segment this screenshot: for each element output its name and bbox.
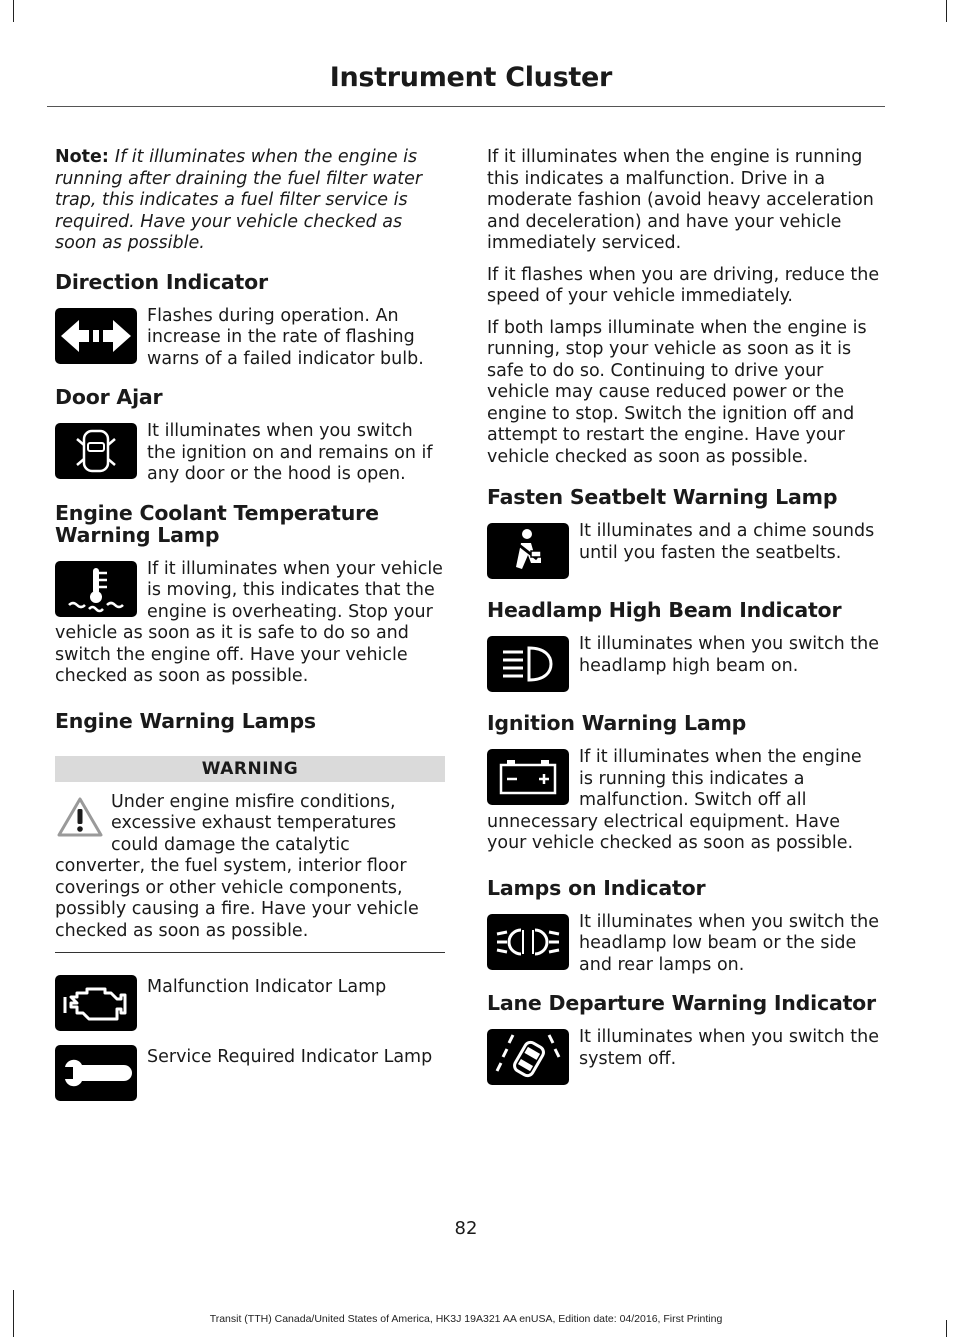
entry-ignition <box>487 747 881 855</box>
entry-coolant-temperature <box>55 559 445 688</box>
warning-triangle-icon <box>57 796 103 838</box>
malfunction-indicator-text: Malfunction Indicator Lamp <box>147 977 387 997</box>
direction-arrows-icon <box>55 308 137 364</box>
right-column <box>487 147 881 1105</box>
lane-departure-icon <box>487 1029 569 1085</box>
seatbelt-text: It illuminates and a chime sounds until you fasten the seatbelts. <box>579 521 875 563</box>
entry-lane-departure <box>487 1027 881 1089</box>
lamps-on-text: It illuminates when you switch the headlamp low beam or the side and rear lamps on. <box>579 911 879 975</box>
warning-banner: WARNING <box>55 756 445 782</box>
entry-direction-indicator <box>55 306 445 371</box>
coolant-temperature-text: If it illuminates when your vehicle is moving, this indicates that the engine is overheating. Stop your vehicle as soon as it is safe to do so and switch the engine off. Have your vehicle checked as soon as possible. <box>55 558 443 686</box>
warning-text: Under engine misfire conditions, excessive exhaust temperatures could damage the catalytic converter, the fuel system, interior floor coverings or other vehicle components, possibly causing a fire. Have your vehicle checked as soon as possible. <box>55 791 419 941</box>
page-title: Instrument Cluster <box>329 62 612 93</box>
crop-mark-bottom-right <box>946 1320 947 1337</box>
entry-seatbelt <box>487 521 881 583</box>
heading-lamps-on: Lamps on Indicator <box>487 875 706 900</box>
note-text: If it illuminates when the engine is running after draining the fuel filter water trap, this indicates a fuel filter service is required. Have your vehicle checked as soon as possible. <box>55 147 423 253</box>
footer-edition-info: Transit (TTH) Canada/United States of America, HK3J 19A321 AA enUSA, Edition date: 04/2016, First Printing <box>209 1313 723 1325</box>
engine-paragraph-3: If both lamps illuminate when the engine is running, stop your vehicle as soon as it is safe to do so. Continuing to drive your vehicle may cause reduced power or the engine to stop. Switch the ignition off and attempt to restart the engine. Have your vehicle checked as soon as possible. <box>487 317 867 467</box>
note-label: Note: <box>55 147 109 167</box>
door-ajar-icon <box>55 423 137 479</box>
heading-engine-warning-lamps: Engine Warning Lamps <box>55 708 316 733</box>
heading-door-ajar: Door Ajar <box>55 385 163 409</box>
heading-seatbelt: Fasten Seatbelt Warning Lamp <box>487 485 838 509</box>
entry-lamps-on <box>487 912 881 977</box>
engine-paragraph-1: If it illuminates when the engine is running this indicates a malfunction. Drive in a moderate fashion (avoid heavy acceleration and deceleration) and have your vehicle immediately serviced. <box>487 147 874 253</box>
heading-direction-indicator: Direction Indicator <box>55 269 268 294</box>
header-rule <box>47 106 885 107</box>
ignition-text: If it illuminates when the engine is running this indicates a malfunction. Switch off all unnecessary electrical equipment. Have your vehicle checked as soon as possible. <box>487 747 862 853</box>
heading-ignition: Ignition Warning Lamp <box>487 711 747 735</box>
lane-departure-text: It illuminates when you switch the system off. <box>579 1027 879 1069</box>
wrench-icon <box>55 1045 137 1101</box>
entry-malfunction-indicator <box>55 975 445 1031</box>
entry-high-beam <box>487 634 881 696</box>
crop-mark-top-right <box>946 0 947 22</box>
direction-indicator-text: Flashes during operation. An increase in the rate of flashing warns of a failed indicator bulb. <box>147 305 424 369</box>
page-number: 82 <box>454 1218 478 1239</box>
heading-coolant-temperature: Engine Coolant Temperature Warning Lamp <box>55 500 379 547</box>
heading-lane-departure: Lane Departure Warning Indicator <box>487 991 876 1015</box>
high-beam-icon <box>487 636 569 692</box>
seatbelt-icon <box>487 523 569 579</box>
note-paragraph <box>55 147 445 255</box>
service-required-text: Service Required Indicator Lamp <box>147 1047 433 1067</box>
battery-icon <box>487 749 569 805</box>
left-column <box>55 147 445 1115</box>
heading-high-beam: Headlamp High Beam Indicator <box>487 598 842 622</box>
side-lamps-icon <box>487 914 569 970</box>
entry-service-required-indicator <box>55 1045 445 1101</box>
high-beam-text: It illuminates when you switch the headlamp high beam on. <box>579 634 879 676</box>
engine-icon <box>55 975 137 1031</box>
warning-box <box>55 792 445 954</box>
coolant-temperature-icon <box>55 561 137 617</box>
crop-mark-top-left <box>13 0 14 22</box>
entry-door-ajar <box>55 421 445 486</box>
door-ajar-text: It illuminates when you switch the ignition on and remains on if any door or the hood is open. <box>147 421 433 484</box>
engine-paragraph-2: If it flashes when you are driving, reduce the speed of your vehicle immediately. <box>487 264 880 306</box>
